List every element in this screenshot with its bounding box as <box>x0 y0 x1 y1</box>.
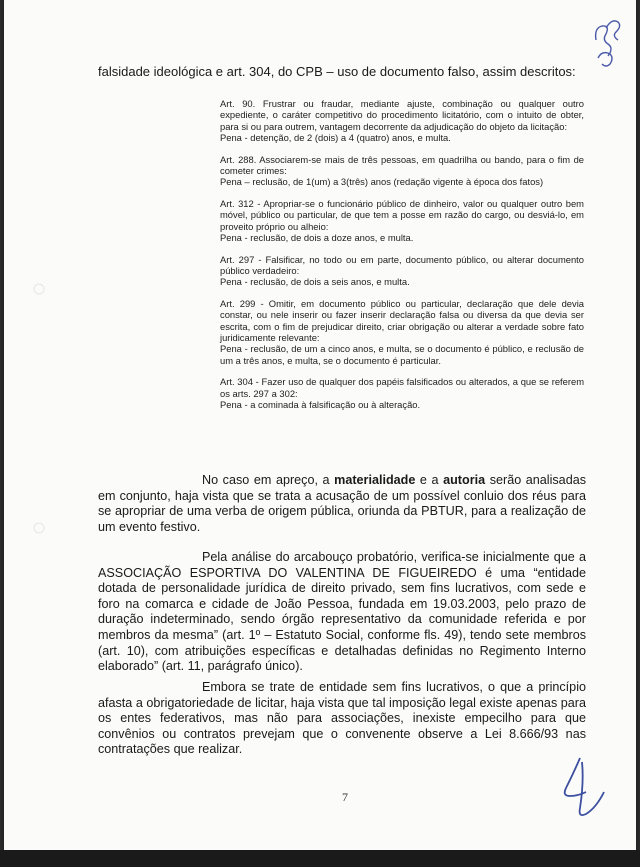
quote-art-297 <box>220 254 584 288</box>
quote-text: Art. 297 - Falsificar, no todo ou em parte, documento público, ou alterar documento público verdadeiro: <box>220 253 584 277</box>
law-quotes <box>220 98 584 421</box>
paragraph-text: e a <box>415 473 444 487</box>
paragraph-text: serão analisadas em conjunto, haja vista que se trata a acusação de um possível conluio dos réus para se apropriar de uma verba de origem pública, oriunda da PBTUR, para a realização de um evento festivo. <box>98 473 586 534</box>
intro-line: falsidade ideológica e art. 304, do CPB – uso de documento falso, assim descritos: <box>98 64 576 79</box>
quote-text: Art. 304 - Fazer uso de qualquer dos papéis falsificados ou alterados, a que se referem os arts. 297 a 302: <box>220 376 584 399</box>
viewer-bottom-band <box>0 850 640 867</box>
quote-art-288 <box>220 154 584 188</box>
bold-term-autoria: autoria <box>443 473 486 487</box>
quote-text: Art. 288. Associarem-se mais de três pessoas, em quadrilha ou bando, para o fim de cometer crimes: <box>220 153 584 176</box>
quote-penalty: Pena - a cominada à falsificação ou à alteração. <box>220 399 421 411</box>
quote-penalty: Pena – reclusão, de 1(um) a 3(três) anos (redação vigente à época dos fatos) <box>220 176 544 188</box>
quote-art-312 <box>220 198 584 243</box>
page-number: 7 <box>342 790 348 804</box>
quote-art-299 <box>220 298 584 366</box>
handwritten-signature <box>552 752 612 832</box>
binder-hole-mark <box>32 521 46 535</box>
quote-penalty: Pena - reclusão, de dois a seis anos, e multa. <box>220 276 410 288</box>
paragraph-materialidade <box>98 473 586 535</box>
paragraph-associacao: Pela análise do arcabouço probatório, verifica-se inicialmente que a ASSOCIAÇÃO ESPORTIVA DO VALENTINA DE FIGUEIREDO é uma “entidade dotada de personalidade jurídica de direito privado, sem fins lucrativos, com sede e foro na comarca e cidade de João Pessoa, fundada em 19.03.2003, pelo prazo de duração indeterminado, sendo órgão representativo da comunidade referida e por membros da mesma” (art. 1º – Estatuto Social, conforme fls. 49), tendo sete membros (art. 10), com atribuições específicas e detalhadas definidas no Regimento Interno elaborado” (art. 11, parágrafo único). <box>98 550 586 674</box>
quote-penalty: Pena - reclusão, de um a cinco anos, e multa, se o documento é público, e reclusão de um a três anos, e multa, se o documento é particular. <box>220 343 584 366</box>
binder-hole-mark <box>32 282 46 296</box>
paragraph-text: No caso em apreço, a <box>202 473 335 487</box>
bold-term-materialidade: materialidade <box>334 473 416 487</box>
quote-penalty: Pena - reclusão, de dois a doze anos, e multa. <box>220 231 414 243</box>
quote-text: Art. 312 - Apropriar-se o funcionário público de dinheiro, valor ou qualquer outro bem móvel, público ou particular, de que tem a posse em razão do cargo, ou desviá-lo, em proveito próprio ou alheio: <box>220 198 584 232</box>
quote-text: Art. 90. Frustrar ou fraudar, mediante ajuste, combinação ou qualquer outro expediente, o caráter competitivo do procedimento licitatório, com o intuito de obter, para si ou para outrem, vantagem decorrente da adjudicação do objeto da licitação: <box>220 98 584 132</box>
quote-art-90 <box>220 98 584 143</box>
quote-penalty: Pena - detenção, de 2 (dois) a 4 (quatro) anos, e multa. <box>220 131 451 143</box>
paragraph-licitacao: Embora se trate de entidade sem fins lucrativos, o que a princípio afasta a obrigatoriedade de licitar, haja vista que tal imposição legal existe apenas para os entes federativos, mas não para associações, inexiste empecilho para que convênios ou contratos prevejam que o convenente observe a Lei 8.666/93 nas contratações que realizar. <box>98 680 586 757</box>
quote-text: Art. 299 - Omitir, em documento público ou particular, declaração que dele devia constar, ou nele inserir ou fazer inserir declaração falsa ou diversa da que devia ser escrita, com o fim de prejudicar direito, criar obrigação ou alterar a verdade sobre fato juridicamente relevante: <box>220 298 584 344</box>
page-stamp-handwritten <box>588 10 624 70</box>
quote-art-304 <box>220 376 584 410</box>
